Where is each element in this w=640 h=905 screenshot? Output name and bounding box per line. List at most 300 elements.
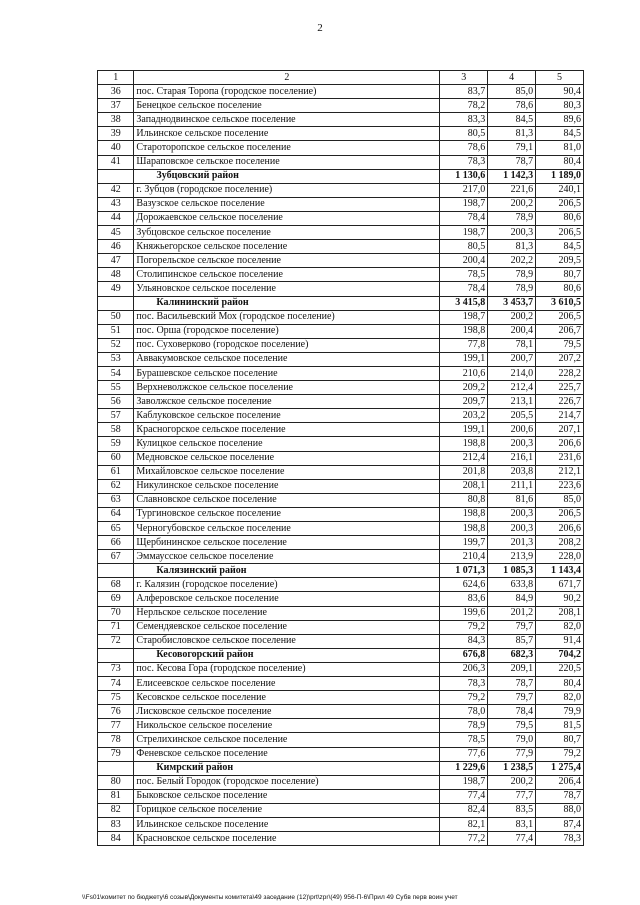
row-col-5: 80,7 bbox=[536, 268, 584, 282]
row-col-5: 91,4 bbox=[536, 634, 584, 648]
table-row bbox=[98, 338, 584, 352]
row-col-3: 78,9 bbox=[440, 719, 488, 733]
row-col-5: 85,0 bbox=[536, 493, 584, 507]
row-col-5: 79,9 bbox=[536, 705, 584, 719]
row-col-5: 226,7 bbox=[536, 395, 584, 409]
row-number: 62 bbox=[98, 479, 134, 493]
row-name: Дорожаевское сельское поселение bbox=[134, 211, 440, 225]
row-col-5: 1 143,4 bbox=[536, 564, 584, 578]
row-col-3: 624,6 bbox=[440, 578, 488, 592]
row-name: Калининский район bbox=[134, 296, 440, 310]
row-number: 74 bbox=[98, 677, 134, 691]
row-name: Нерльское сельское поселение bbox=[134, 606, 440, 620]
row-name: Никулинское сельское поселение bbox=[134, 479, 440, 493]
row-col-3: 80,5 bbox=[440, 127, 488, 141]
row-col-5: 228,2 bbox=[536, 366, 584, 380]
row-number: 46 bbox=[98, 240, 134, 254]
row-number: 60 bbox=[98, 451, 134, 465]
row-col-4: 200,3 bbox=[488, 226, 536, 240]
row-col-3: 83,7 bbox=[440, 85, 488, 99]
row-col-3: 78,5 bbox=[440, 733, 488, 747]
row-col-5: 82,0 bbox=[536, 620, 584, 634]
row-col-3: 84,3 bbox=[440, 634, 488, 648]
row-number: 39 bbox=[98, 127, 134, 141]
row-name: Кимрский район bbox=[134, 761, 440, 775]
row-col-4: 201,3 bbox=[488, 536, 536, 550]
row-number: 80 bbox=[98, 775, 134, 789]
row-col-3: 78,5 bbox=[440, 268, 488, 282]
row-number: 42 bbox=[98, 183, 134, 197]
row-col-4: 205,5 bbox=[488, 409, 536, 423]
row-col-3: 82,1 bbox=[440, 817, 488, 831]
row-col-4: 78,4 bbox=[488, 705, 536, 719]
row-col-3: 217,0 bbox=[440, 183, 488, 197]
row-name: пос. Старая Торопа (городское поселение) bbox=[134, 85, 440, 99]
row-col-4: 201,2 bbox=[488, 606, 536, 620]
row-number: 61 bbox=[98, 465, 134, 479]
row-col-4: 78,9 bbox=[488, 268, 536, 282]
row-col-4: 85,7 bbox=[488, 634, 536, 648]
row-name: Староторопское сельское поселение bbox=[134, 141, 440, 155]
table-row bbox=[98, 324, 584, 338]
table-row bbox=[98, 409, 584, 423]
row-col-5: 80,7 bbox=[536, 733, 584, 747]
table-row bbox=[98, 282, 584, 296]
row-col-5: 223,6 bbox=[536, 479, 584, 493]
row-col-5: 80,4 bbox=[536, 155, 584, 169]
row-name: Семендяевское сельское поселение bbox=[134, 620, 440, 634]
row-number: 65 bbox=[98, 522, 134, 536]
row-name: г. Зубцов (городское поселение) bbox=[134, 183, 440, 197]
row-name: Бенецкое сельское поселение bbox=[134, 99, 440, 113]
row-col-4: 79,7 bbox=[488, 691, 536, 705]
row-col-4: 3 453,7 bbox=[488, 296, 536, 310]
row-name: Калязинский район bbox=[134, 564, 440, 578]
row-col-3: 199,6 bbox=[440, 606, 488, 620]
table-row bbox=[98, 240, 584, 254]
row-col-5: 207,2 bbox=[536, 352, 584, 366]
row-name: Красногорское сельское поселение bbox=[134, 423, 440, 437]
row-col-3: 198,8 bbox=[440, 324, 488, 338]
row-col-3: 201,8 bbox=[440, 465, 488, 479]
row-col-5: 80,4 bbox=[536, 677, 584, 691]
row-col-5: 220,5 bbox=[536, 662, 584, 676]
row-number: 67 bbox=[98, 550, 134, 564]
row-col-4: 78,6 bbox=[488, 99, 536, 113]
row-col-4: 84,9 bbox=[488, 592, 536, 606]
table-body bbox=[98, 71, 584, 846]
row-col-3: 198,8 bbox=[440, 437, 488, 451]
row-col-3: 78,3 bbox=[440, 677, 488, 691]
row-name: Елисеевское сельское поселение bbox=[134, 677, 440, 691]
row-col-3: 77,8 bbox=[440, 338, 488, 352]
row-col-3: 198,7 bbox=[440, 226, 488, 240]
district-row bbox=[98, 169, 584, 183]
row-number: 72 bbox=[98, 634, 134, 648]
page-number: 2 bbox=[317, 22, 323, 34]
row-name: пос. Кесова Гора (городское поселение) bbox=[134, 662, 440, 676]
table-row bbox=[98, 465, 584, 479]
row-col-4: 79,7 bbox=[488, 620, 536, 634]
row-col-3: 203,2 bbox=[440, 409, 488, 423]
row-col-5: 1 189,0 bbox=[536, 169, 584, 183]
row-col-4: 209,1 bbox=[488, 662, 536, 676]
table-row bbox=[98, 507, 584, 521]
row-number bbox=[98, 296, 134, 310]
row-col-4: 200,2 bbox=[488, 310, 536, 324]
row-col-3: 77,6 bbox=[440, 747, 488, 761]
row-col-5: 206,5 bbox=[536, 507, 584, 521]
row-col-4: 83,5 bbox=[488, 803, 536, 817]
row-col-4: 79,0 bbox=[488, 733, 536, 747]
footer-file-path: \\Fs01\комитет по бюджету\6 созыв\Документы комитета\49 заседание (12)\prt\zpr\(49) 956-П-6\Прил 49 Субв перв воин учет bbox=[82, 894, 458, 901]
row-col-3: 1 229,6 bbox=[440, 761, 488, 775]
row-col-3: 676,8 bbox=[440, 648, 488, 662]
row-col-4: 633,8 bbox=[488, 578, 536, 592]
row-col-4: 77,7 bbox=[488, 789, 536, 803]
row-name: Ульяновское сельское поселение bbox=[134, 282, 440, 296]
row-number: 71 bbox=[98, 620, 134, 634]
row-name: Черногубовское сельское поселение bbox=[134, 522, 440, 536]
row-col-3: 206,3 bbox=[440, 662, 488, 676]
table-row bbox=[98, 634, 584, 648]
row-col-4: 214,0 bbox=[488, 366, 536, 380]
row-col-3: 80,8 bbox=[440, 493, 488, 507]
row-col-3: 78,4 bbox=[440, 282, 488, 296]
row-col-4: 213,1 bbox=[488, 395, 536, 409]
row-col-3: 199,1 bbox=[440, 352, 488, 366]
row-col-4: 77,4 bbox=[488, 832, 536, 846]
row-number: 53 bbox=[98, 352, 134, 366]
row-col-4: 200,2 bbox=[488, 197, 536, 211]
row-col-5: 206,5 bbox=[536, 310, 584, 324]
table-row bbox=[98, 691, 584, 705]
row-number: 48 bbox=[98, 268, 134, 282]
row-col-5: 90,2 bbox=[536, 592, 584, 606]
row-name: пос. Суховерково (городское поселение) bbox=[134, 338, 440, 352]
row-col-3: 80,5 bbox=[440, 240, 488, 254]
row-name: Михайловское сельское поселение bbox=[134, 465, 440, 479]
table-row bbox=[98, 141, 584, 155]
table-row bbox=[98, 775, 584, 789]
row-col-5: 84,5 bbox=[536, 240, 584, 254]
row-col-4: 682,3 bbox=[488, 648, 536, 662]
row-name: Кесовогорский район bbox=[134, 648, 440, 662]
row-number: 36 bbox=[98, 85, 134, 99]
row-name: Заволжское сельское поселение bbox=[134, 395, 440, 409]
row-col-4: 200,3 bbox=[488, 437, 536, 451]
row-col-3: 210,4 bbox=[440, 550, 488, 564]
table-row bbox=[98, 493, 584, 507]
row-number: 37 bbox=[98, 99, 134, 113]
row-name: Красновское сельское поселение bbox=[134, 832, 440, 846]
table-row bbox=[98, 479, 584, 493]
row-number: 69 bbox=[98, 592, 134, 606]
row-col-5: 79,2 bbox=[536, 747, 584, 761]
row-name: Погорельское сельское поселение bbox=[134, 254, 440, 268]
header-col-3: 3 bbox=[440, 71, 488, 85]
row-col-5: 82,0 bbox=[536, 691, 584, 705]
table-row bbox=[98, 832, 584, 846]
row-col-4: 1 238,5 bbox=[488, 761, 536, 775]
table-row bbox=[98, 254, 584, 268]
row-col-5: 78,7 bbox=[536, 789, 584, 803]
row-col-3: 82,4 bbox=[440, 803, 488, 817]
row-col-4: 84,5 bbox=[488, 113, 536, 127]
row-name: Ильинское сельское поселение bbox=[134, 817, 440, 831]
row-col-5: 228,0 bbox=[536, 550, 584, 564]
row-col-5: 206,4 bbox=[536, 775, 584, 789]
row-name: Алферовское сельское поселение bbox=[134, 592, 440, 606]
row-col-3: 77,2 bbox=[440, 832, 488, 846]
row-col-5: 87,4 bbox=[536, 817, 584, 831]
table-row bbox=[98, 747, 584, 761]
row-number: 73 bbox=[98, 662, 134, 676]
row-col-3: 78,0 bbox=[440, 705, 488, 719]
table-row bbox=[98, 155, 584, 169]
district-row bbox=[98, 648, 584, 662]
row-col-3: 198,8 bbox=[440, 522, 488, 536]
row-name: Быковское сельское поселение bbox=[134, 789, 440, 803]
row-col-5: 1 275,4 bbox=[536, 761, 584, 775]
header-col-4: 4 bbox=[488, 71, 536, 85]
row-col-5: 206,5 bbox=[536, 197, 584, 211]
row-number: 63 bbox=[98, 493, 134, 507]
row-col-4: 1 085,3 bbox=[488, 564, 536, 578]
table-row bbox=[98, 536, 584, 550]
table-row bbox=[98, 127, 584, 141]
table-row bbox=[98, 310, 584, 324]
row-name: Аввакумовское сельское поселение bbox=[134, 352, 440, 366]
row-col-5: 206,5 bbox=[536, 226, 584, 240]
row-col-5: 3 610,5 bbox=[536, 296, 584, 310]
row-col-3: 198,7 bbox=[440, 197, 488, 211]
row-number: 41 bbox=[98, 155, 134, 169]
row-name: Щербининское сельское поселение bbox=[134, 536, 440, 550]
row-col-5: 208,2 bbox=[536, 536, 584, 550]
row-col-4: 200,2 bbox=[488, 775, 536, 789]
row-number: 44 bbox=[98, 211, 134, 225]
table-row bbox=[98, 662, 584, 676]
row-number: 70 bbox=[98, 606, 134, 620]
header-col-1: 1 bbox=[98, 71, 134, 85]
row-col-3: 200,4 bbox=[440, 254, 488, 268]
table-row bbox=[98, 677, 584, 691]
row-number: 64 bbox=[98, 507, 134, 521]
row-col-3: 78,2 bbox=[440, 99, 488, 113]
row-col-5: 80,6 bbox=[536, 282, 584, 296]
row-number: 58 bbox=[98, 423, 134, 437]
row-name: Кесовское сельское поселение bbox=[134, 691, 440, 705]
row-col-5: 78,3 bbox=[536, 832, 584, 846]
row-col-5: 84,5 bbox=[536, 127, 584, 141]
row-col-3: 1 071,3 bbox=[440, 564, 488, 578]
row-col-5: 208,1 bbox=[536, 606, 584, 620]
row-col-5: 206,6 bbox=[536, 437, 584, 451]
table-row bbox=[98, 606, 584, 620]
row-col-5: 81,5 bbox=[536, 719, 584, 733]
row-name: пос. Орша (городское поселение) bbox=[134, 324, 440, 338]
table-row bbox=[98, 578, 584, 592]
row-col-5: 88,0 bbox=[536, 803, 584, 817]
row-number: 76 bbox=[98, 705, 134, 719]
row-number: 49 bbox=[98, 282, 134, 296]
row-col-4: 200,3 bbox=[488, 522, 536, 536]
row-col-4: 213,9 bbox=[488, 550, 536, 564]
row-col-3: 198,7 bbox=[440, 775, 488, 789]
table-row bbox=[98, 85, 584, 99]
row-col-4: 78,1 bbox=[488, 338, 536, 352]
row-name: Медновское сельское поселение bbox=[134, 451, 440, 465]
row-col-3: 78,6 bbox=[440, 141, 488, 155]
row-name: Горицкое сельское поселение bbox=[134, 803, 440, 817]
row-number: 55 bbox=[98, 381, 134, 395]
row-name: Лисковское сельское поселение bbox=[134, 705, 440, 719]
row-col-4: 200,3 bbox=[488, 507, 536, 521]
row-col-3: 3 415,8 bbox=[440, 296, 488, 310]
row-name: Каблуковское сельское поселение bbox=[134, 409, 440, 423]
row-col-3: 1 130,6 bbox=[440, 169, 488, 183]
row-name: Ильинское сельское поселение bbox=[134, 127, 440, 141]
row-number: 83 bbox=[98, 817, 134, 831]
row-name: Эммаусское сельское поселение bbox=[134, 550, 440, 564]
table-row bbox=[98, 817, 584, 831]
row-number: 78 bbox=[98, 733, 134, 747]
row-name: Кулицкое сельское поселение bbox=[134, 437, 440, 451]
row-col-3: 209,2 bbox=[440, 381, 488, 395]
table-row bbox=[98, 423, 584, 437]
row-name: Западнодвинское сельское поселение bbox=[134, 113, 440, 127]
row-col-3: 198,7 bbox=[440, 310, 488, 324]
table-row bbox=[98, 522, 584, 536]
table-row bbox=[98, 366, 584, 380]
row-col-4: 200,6 bbox=[488, 423, 536, 437]
table-row bbox=[98, 620, 584, 634]
row-col-4: 79,1 bbox=[488, 141, 536, 155]
row-col-4: 81,3 bbox=[488, 127, 536, 141]
row-col-4: 221,6 bbox=[488, 183, 536, 197]
row-col-4: 78,7 bbox=[488, 677, 536, 691]
row-col-5: 90,4 bbox=[536, 85, 584, 99]
row-name: Бурашевское сельское поселение bbox=[134, 366, 440, 380]
table-row bbox=[98, 719, 584, 733]
row-name: Верхневолжское сельское поселение bbox=[134, 381, 440, 395]
row-number bbox=[98, 761, 134, 775]
row-name: Зубцовское сельское поселение bbox=[134, 226, 440, 240]
row-col-3: 77,4 bbox=[440, 789, 488, 803]
district-row bbox=[98, 761, 584, 775]
row-name: пос. Белый Городок (городское поселение) bbox=[134, 775, 440, 789]
row-col-4: 203,8 bbox=[488, 465, 536, 479]
row-name: Столипинское сельское поселение bbox=[134, 268, 440, 282]
row-col-5: 225,7 bbox=[536, 381, 584, 395]
row-number: 56 bbox=[98, 395, 134, 409]
row-number: 81 bbox=[98, 789, 134, 803]
row-number: 57 bbox=[98, 409, 134, 423]
row-number: 43 bbox=[98, 197, 134, 211]
row-col-3: 208,1 bbox=[440, 479, 488, 493]
table-row bbox=[98, 211, 584, 225]
row-col-4: 202,2 bbox=[488, 254, 536, 268]
row-col-3: 199,7 bbox=[440, 536, 488, 550]
row-col-3: 198,8 bbox=[440, 507, 488, 521]
row-col-4: 85,0 bbox=[488, 85, 536, 99]
row-number: 59 bbox=[98, 437, 134, 451]
subvention-table bbox=[97, 70, 584, 846]
table-row bbox=[98, 789, 584, 803]
row-col-4: 77,9 bbox=[488, 747, 536, 761]
row-col-3: 79,2 bbox=[440, 691, 488, 705]
row-number: 66 bbox=[98, 536, 134, 550]
row-col-5: 671,7 bbox=[536, 578, 584, 592]
header-col-5: 5 bbox=[536, 71, 584, 85]
table-row bbox=[98, 197, 584, 211]
row-col-3: 83,6 bbox=[440, 592, 488, 606]
row-number: 45 bbox=[98, 226, 134, 240]
district-row bbox=[98, 296, 584, 310]
table-row bbox=[98, 395, 584, 409]
row-col-4: 200,4 bbox=[488, 324, 536, 338]
row-name: г. Калязин (городское поселение) bbox=[134, 578, 440, 592]
table-row bbox=[98, 451, 584, 465]
row-number: 51 bbox=[98, 324, 134, 338]
row-col-4: 200,7 bbox=[488, 352, 536, 366]
row-name: Вазузское сельское поселение bbox=[134, 197, 440, 211]
row-col-4: 79,5 bbox=[488, 719, 536, 733]
row-name: Зубцовский район bbox=[134, 169, 440, 183]
row-name: Феневское сельское поселение bbox=[134, 747, 440, 761]
row-number: 75 bbox=[98, 691, 134, 705]
row-number: 54 bbox=[98, 366, 134, 380]
row-col-3: 199,1 bbox=[440, 423, 488, 437]
table-row bbox=[98, 592, 584, 606]
row-number: 38 bbox=[98, 113, 134, 127]
table-row bbox=[98, 99, 584, 113]
table-row bbox=[98, 268, 584, 282]
row-col-4: 216,1 bbox=[488, 451, 536, 465]
row-col-5: 79,5 bbox=[536, 338, 584, 352]
row-name: Стрелихинское сельское поселение bbox=[134, 733, 440, 747]
row-col-3: 212,4 bbox=[440, 451, 488, 465]
row-col-4: 78,9 bbox=[488, 282, 536, 296]
row-col-4: 78,9 bbox=[488, 211, 536, 225]
row-number: 84 bbox=[98, 832, 134, 846]
table-row bbox=[98, 550, 584, 564]
table-row bbox=[98, 733, 584, 747]
row-number: 79 bbox=[98, 747, 134, 761]
row-name: пос. Васильевский Мох (городское поселение) bbox=[134, 310, 440, 324]
row-name: Славновское сельское поселение bbox=[134, 493, 440, 507]
header-col-2: 2 bbox=[134, 71, 440, 85]
row-name: Шараповское сельское поселение bbox=[134, 155, 440, 169]
row-col-5: 231,6 bbox=[536, 451, 584, 465]
row-col-5: 209,5 bbox=[536, 254, 584, 268]
row-col-5: 206,6 bbox=[536, 522, 584, 536]
row-col-4: 211,1 bbox=[488, 479, 536, 493]
district-row bbox=[98, 564, 584, 578]
row-col-5: 207,1 bbox=[536, 423, 584, 437]
row-number: 52 bbox=[98, 338, 134, 352]
row-name: Княжьегорское сельское поселение bbox=[134, 240, 440, 254]
row-col-5: 212,1 bbox=[536, 465, 584, 479]
row-number: 47 bbox=[98, 254, 134, 268]
row-number: 77 bbox=[98, 719, 134, 733]
table-row bbox=[98, 705, 584, 719]
row-col-3: 79,2 bbox=[440, 620, 488, 634]
table-row bbox=[98, 803, 584, 817]
table-header-row bbox=[98, 71, 584, 85]
row-name: Старобисловское сельское поселение bbox=[134, 634, 440, 648]
